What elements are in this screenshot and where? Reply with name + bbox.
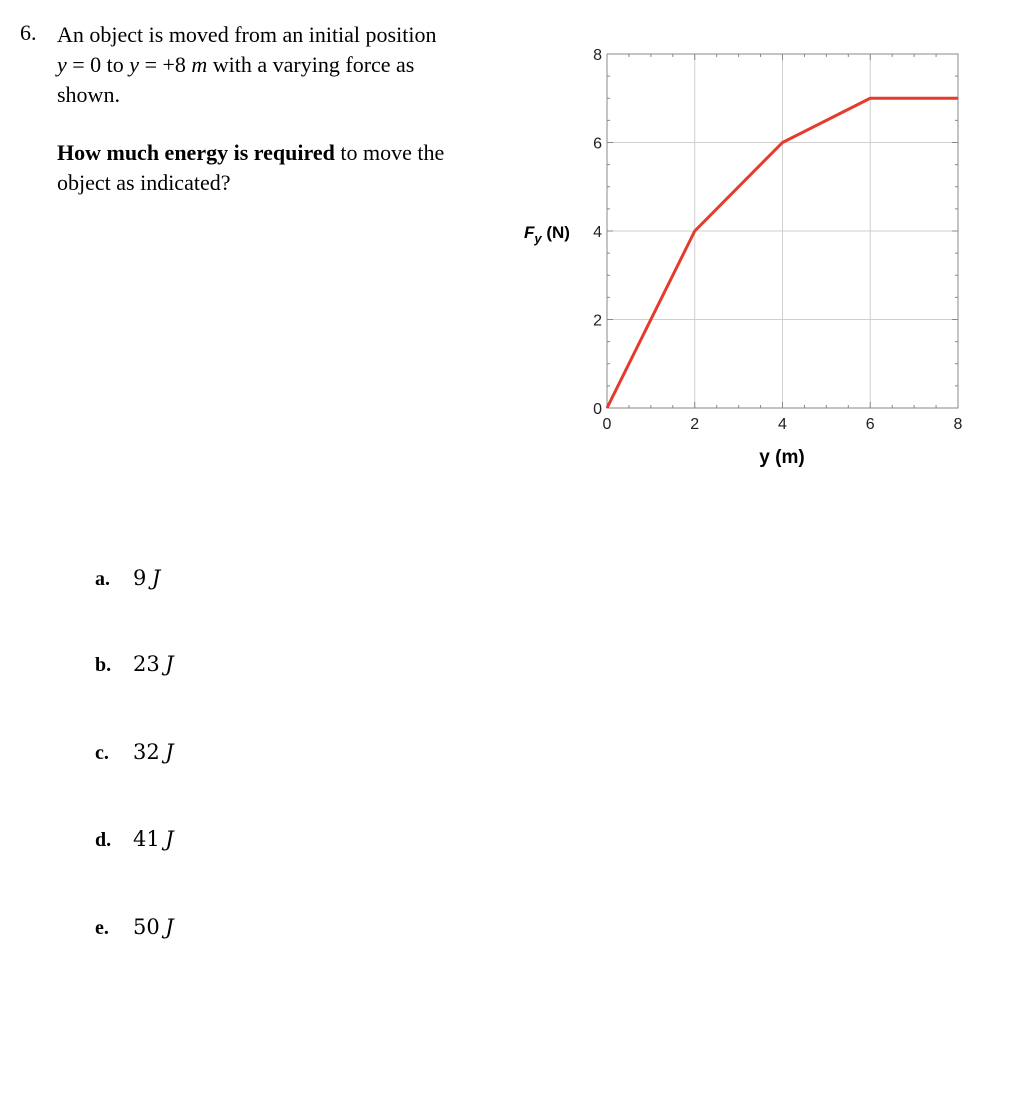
ask-bold: How much energy is required [57, 140, 335, 165]
y-tick-label: 4 [593, 224, 602, 241]
x-tick-label: 0 [602, 416, 612, 433]
var-y-start: y [57, 52, 67, 77]
option-unit: J [151, 566, 161, 590]
option-value: 32 [133, 740, 160, 764]
option-letter: a. [95, 568, 110, 590]
y-label-unit: (N) [541, 223, 570, 242]
x-tick-label: 6 [865, 416, 875, 433]
line2-rest: with a varying force as [207, 52, 415, 77]
option-unit: J [165, 827, 174, 851]
option-letter: b. [95, 654, 112, 676]
option-value: 50 [133, 915, 160, 939]
question-number: 6. [20, 20, 37, 45]
x-tick-label: 8 [953, 416, 963, 433]
x-tick-label: 4 [778, 416, 787, 433]
y-tick-label: 2 [593, 312, 602, 330]
ask-line-2: object as indicated? [57, 170, 231, 195]
y-axis-label [524, 223, 570, 246]
option-value: 41 [133, 827, 160, 851]
x-axis-label: y (m) [759, 447, 805, 468]
option-value: 9 [133, 566, 147, 590]
y-tick-label: 0 [593, 401, 602, 418]
question-line-1: An object is moved from an initial position [57, 22, 437, 47]
chart-grid [607, 54, 958, 408]
option-unit: J [165, 740, 174, 764]
unit-m: m [191, 52, 208, 77]
option-a[interactable] [95, 565, 160, 591]
ask-rest: to move the [334, 140, 445, 165]
y-label-main: F [524, 223, 535, 242]
option-unit: J [165, 652, 174, 676]
eq-end: = +8 [139, 52, 192, 77]
option-e[interactable] [95, 914, 174, 940]
chart-tick-labels [593, 47, 962, 433]
question-line-3: shown. [57, 82, 120, 107]
var-y-end: y [129, 52, 140, 77]
option-unit: J [165, 915, 174, 939]
y-tick-label: 8 [593, 47, 602, 64]
option-b[interactable] [95, 651, 174, 677]
y-label-sub: y [534, 231, 542, 246]
y-tick-label: 6 [593, 135, 602, 153]
option-letter: c. [95, 742, 109, 764]
force-chart [0, 0, 1010, 480]
option-d[interactable] [95, 826, 174, 852]
option-c[interactable] [95, 739, 174, 765]
eq-start: = 0 to [66, 52, 130, 77]
x-tick-label: 2 [690, 416, 700, 433]
option-letter: e. [95, 917, 109, 939]
option-value: 23 [133, 652, 160, 676]
option-letter: d. [95, 829, 112, 851]
